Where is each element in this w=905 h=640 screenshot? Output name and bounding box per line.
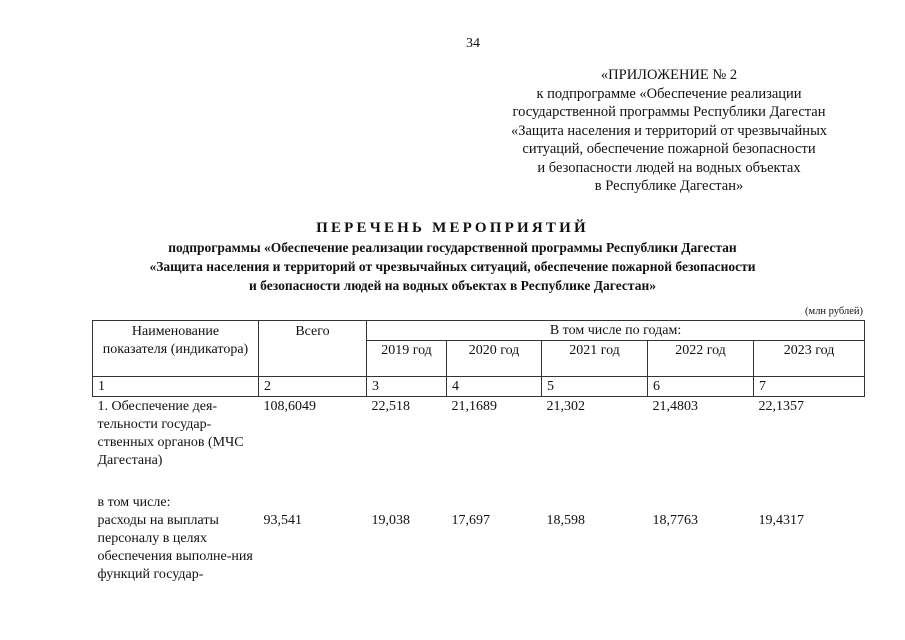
header-year: 2019 год <box>367 341 447 377</box>
header-year: 2021 год <box>542 341 648 377</box>
header-name: Наименование показателя (индикатора) <box>93 321 259 377</box>
row-value: 17,697 <box>451 513 490 528</box>
appendix-line: в Республике Дагестан» <box>594 178 744 194</box>
row-value: 21,1689 <box>451 399 497 414</box>
row-value: 18,598 <box>546 513 585 528</box>
row-value: 21,4803 <box>652 399 698 414</box>
row-spacer <box>93 470 865 493</box>
index-cell: 6 <box>648 377 754 397</box>
page-number: 34 <box>466 36 480 51</box>
index-cell: 4 <box>447 377 542 397</box>
units-label: (млн рублей) <box>805 306 863 317</box>
appendix-line: государственной программы Республики Дагестан <box>512 104 826 120</box>
row-value: 21,302 <box>546 399 585 414</box>
header-year: 2022 год <box>648 341 754 377</box>
header-by-year: В том числе по годам: <box>367 321 865 341</box>
index-cell: 5 <box>542 377 648 397</box>
row-value: 19,4317 <box>758 513 804 528</box>
title-line: подпрограммы «Обеспечение реализации государственной программы Республики Дагестан <box>168 240 737 255</box>
row-value: 22,1357 <box>758 399 804 414</box>
row-name-text: расходы на выплаты персоналу в целях обеспечения выполне-ния функций государ- <box>97 513 253 582</box>
row-prefix: в том числе: <box>97 495 171 510</box>
row-value: 22,518 <box>371 399 410 414</box>
title-main: ПЕРЕЧЕНЬ МЕРОПРИЯТИЙ <box>316 220 589 236</box>
header-total: Всего <box>259 321 367 377</box>
row-value: 18,7763 <box>652 513 698 528</box>
row-value: 19,038 <box>371 513 410 528</box>
title-line: «Защита населения и территорий от чрезвычайных ситуаций, обеспечение пожарной безопасности <box>149 259 756 274</box>
appendix-line: «Защита населения и территорий от чрезвычайных <box>510 122 828 139</box>
index-cell: 7 <box>754 377 865 397</box>
appendix-line: к подпрограмме «Обеспечение реализации <box>536 85 802 102</box>
row-name: 1. Обеспечение дея-тельности государ-ственных органов (МЧС Дагестана) <box>97 399 244 468</box>
header-row <box>93 321 865 341</box>
index-cell: 2 <box>259 377 367 397</box>
measures-table <box>92 320 865 584</box>
document-title <box>0 218 905 295</box>
header-year: 2020 год <box>447 341 542 377</box>
appendix-line: «ПРИЛОЖЕНИЕ № 2 <box>600 67 738 83</box>
index-cell: 3 <box>367 377 447 397</box>
title-line: и безопасности людей на водных объектах в Республике Дагестан» <box>249 278 656 293</box>
index-cell: 1 <box>93 377 259 397</box>
row-total: 108,6049 <box>263 399 316 414</box>
appendix-line: ситуаций, обеспечение пожарной безопасности <box>522 141 816 157</box>
row-name <box>93 493 259 584</box>
row-total: 93,541 <box>263 513 302 528</box>
table-row <box>93 397 865 471</box>
header-year: 2023 год <box>754 341 865 377</box>
appendix-header <box>479 66 859 196</box>
index-row <box>93 377 865 397</box>
table-row <box>93 493 865 584</box>
appendix-line: и безопасности людей на водных объектах <box>537 159 801 176</box>
